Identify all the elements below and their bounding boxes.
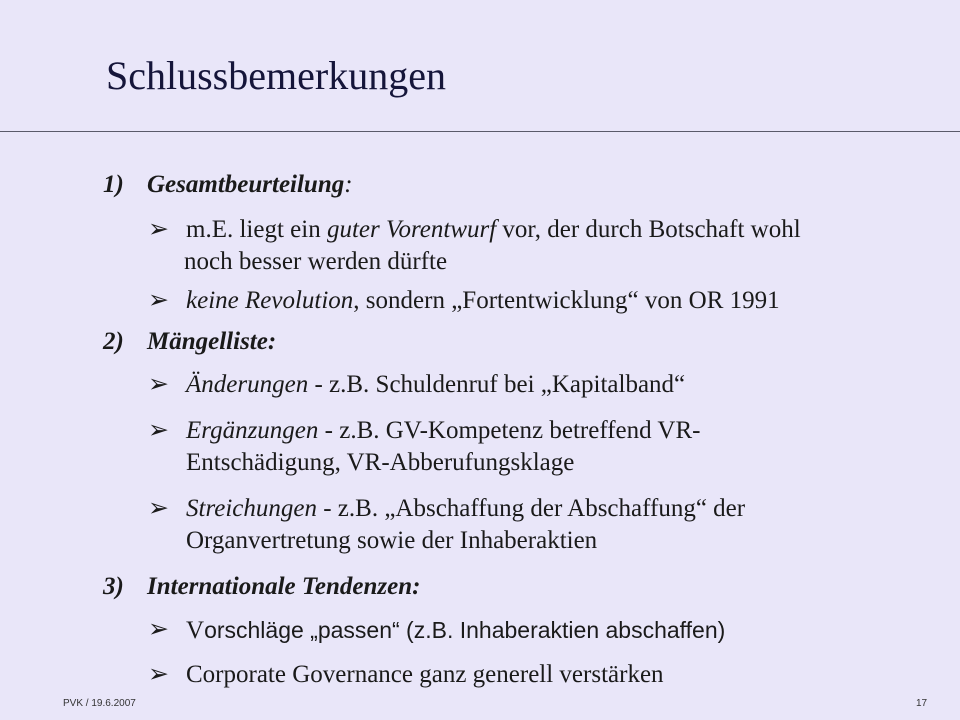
bullet-emphasis: keine Revolution	[186, 287, 354, 314]
section-title: Gesamtbeurteilung	[147, 171, 345, 198]
arrow-bullet-icon: ➢	[148, 371, 169, 398]
bullet-text: - z.B. Schuldenruf bei „Kapitalband“	[308, 371, 686, 398]
section-heading-maengelliste	[103, 327, 276, 357]
bullet-emphasis: guter Vorentwurf	[326, 216, 497, 243]
section-heading-gesamtbeurteilung	[103, 170, 353, 200]
arrow-bullet-icon: ➢	[148, 287, 169, 314]
page-number: 17	[916, 698, 928, 709]
bullet-text: Corporate Governance ganz generell verstärken	[186, 661, 664, 688]
section-number: 3)	[103, 573, 124, 600]
bullet-text: , sondern „Fortentwicklung“ von OR 1991	[353, 287, 780, 314]
title-divider	[0, 131, 960, 132]
slide-title: Schlussbemerkungen	[106, 53, 446, 98]
bullet-text: vor, der durch Botschaft wohl	[496, 216, 801, 243]
footer-date: PVK / 19.6.2007	[63, 698, 136, 709]
bullet-emphasis: Änderungen	[186, 371, 309, 398]
arrow-bullet-icon: ➢	[148, 616, 169, 643]
section-heading-internationale-tendenzen	[103, 572, 420, 602]
bullet-text: - z.B. GV-Kompetenz betreffend VR-	[318, 417, 701, 444]
bullet-emphasis: Streichungen	[186, 495, 317, 522]
arrow-bullet-icon: ➢	[148, 495, 169, 522]
bullet-text: orschläge „passen“ (z.B. Inhaberaktien abschaffen)	[204, 617, 726, 643]
bullet-text-continuation: Organvertretung sowie der Inhaberaktien	[186, 527, 598, 554]
bullet-emphasis: Ergänzungen	[186, 417, 319, 444]
arrow-bullet-icon: ➢	[148, 417, 169, 444]
bullet-text: V	[186, 617, 205, 644]
section-colon: :	[412, 573, 421, 600]
arrow-bullet-icon: ➢	[148, 216, 169, 243]
section-number: 1)	[103, 171, 124, 198]
section-title: Internationale Tendenzen	[147, 573, 413, 600]
bullet-text-continuation: Entschädigung, VR-Abberufungsklage	[186, 449, 575, 476]
bullet-text-continuation: noch besser werden dürfte	[184, 248, 448, 275]
bullet-text: m.E. liegt ein	[186, 216, 327, 243]
arrow-bullet-icon: ➢	[148, 661, 169, 688]
section-title: Mängelliste:	[147, 328, 277, 355]
bullet-text: - z.B. „Abschaffung der Abschaffung“ der	[316, 495, 746, 522]
section-number: 2)	[103, 328, 124, 355]
section-colon: :	[344, 171, 353, 198]
